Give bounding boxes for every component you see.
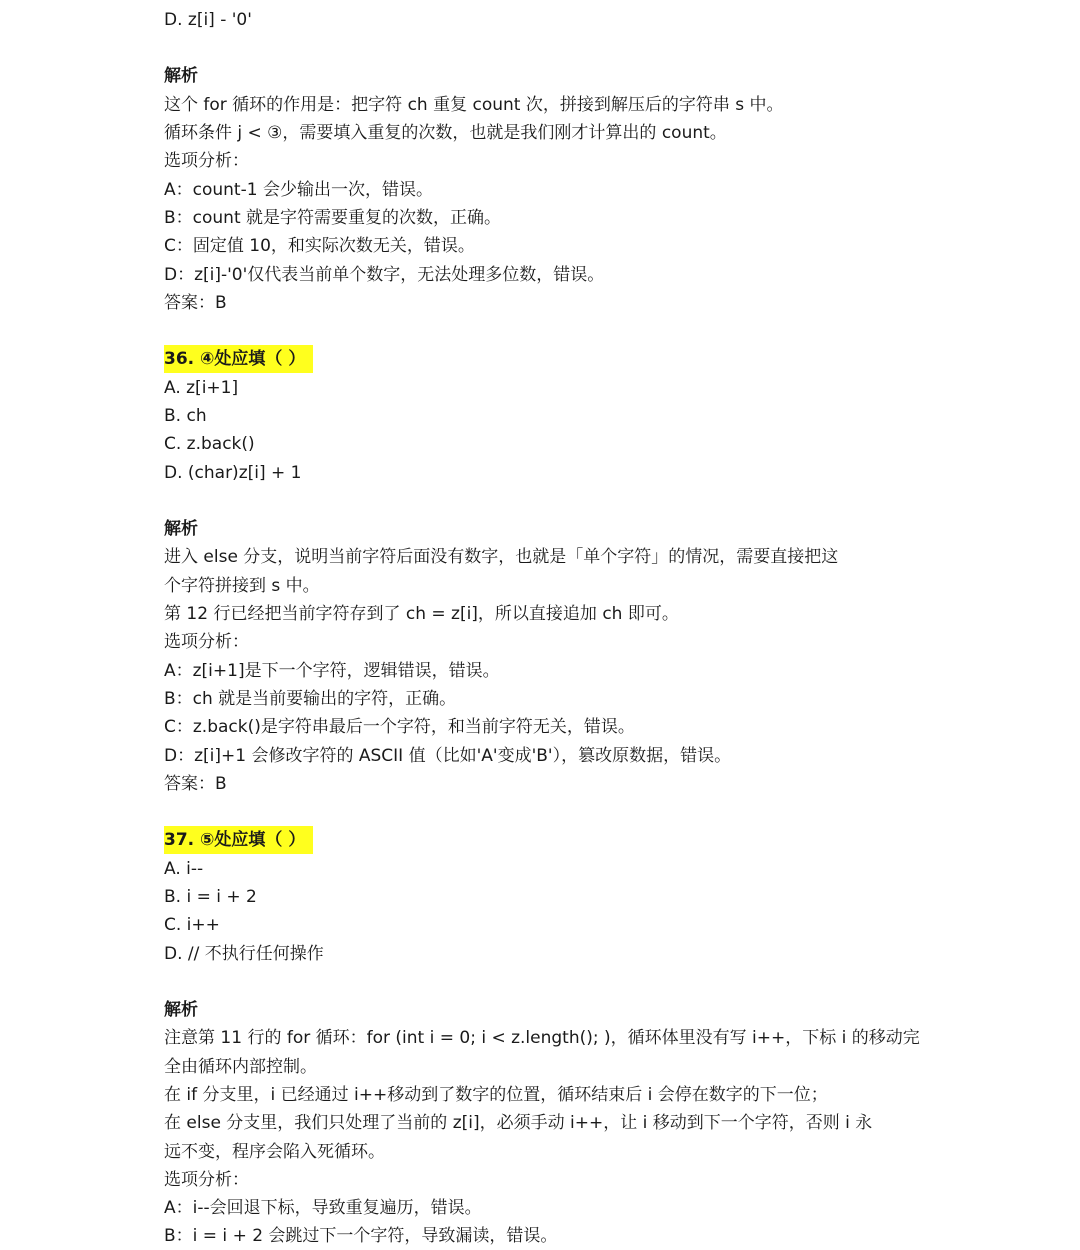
analysis-line: 这个 for 循环的作用是：把字符 ch 重复 count 次，拼接到解压后的字符串 s 中。 — [164, 95, 784, 115]
analysis-line: 注意第 11 行的 for 循环：for (int i = 0; i < z.length(); )，循环体里没有写 i++，下标 i 的移动完 — [164, 1028, 920, 1048]
analysis-line: 在 else 分支里，我们只处理了当前的 z[i]，必须手动 i++，让 i 移动到下一个字符，否则 i 永 — [164, 1113, 873, 1133]
analysis-line: A：count-1 会少输出一次，错误。 — [164, 180, 433, 200]
analysis-line: D：z[i]+1 会修改字符的 ASCII 值（比如'A'变成'B'），篡改原数据，错误。 — [164, 746, 732, 766]
option-d: D. (char)z[i] + 1 — [164, 463, 302, 483]
question-37-title — [164, 826, 924, 854]
analysis-line: B：count 就是字符需要重复的次数，正确。 — [164, 208, 502, 228]
analysis-line: 进入 else 分支，说明当前字符后面没有数字，也就是「单个字符」的情况，需要直接把这 — [164, 547, 839, 567]
analysis-line: C：z.back()是字符串最后一个字符，和当前字符无关，错误。 — [164, 717, 635, 737]
analysis-line: 个字符拼接到 s 中。 — [164, 576, 320, 596]
analysis-line: 选项分析： — [164, 1170, 249, 1190]
option-a: A. z[i+1] — [164, 378, 239, 398]
analysis-line: 远不变，程序会陷入死循环。 — [164, 1142, 385, 1162]
option-b: B. ch — [164, 406, 207, 426]
option-a: A. i-- — [164, 859, 204, 879]
analysis-heading: 解析 — [164, 66, 198, 86]
option-b: B. i = i + 2 — [164, 887, 257, 907]
analysis-line: D：z[i]-'0'仅代表当前单个数字，无法处理多位数，错误。 — [164, 265, 605, 285]
analysis-line: B：ch 就是当前要输出的字符，正确。 — [164, 689, 457, 709]
analysis-line: 全由循环内部控制。 — [164, 1057, 317, 1077]
analysis-line: 选项分析： — [164, 632, 249, 652]
analysis-line: C：固定值 10，和实际次数无关，错误。 — [164, 236, 475, 256]
question-36-title — [164, 345, 924, 373]
option-c: C. z.back() — [164, 434, 255, 454]
analysis-line: 在 if 分支里，i 已经通过 i++移动到了数字的位置，循环结束后 i 会停在数字的下一位； — [164, 1085, 828, 1105]
answer-line: 答案：B — [164, 293, 227, 313]
analysis-heading: 解析 — [164, 519, 198, 539]
analysis-line: A：z[i+1]是下一个字符，逻辑错误，错误。 — [164, 661, 500, 681]
question-highlight: 36. ④处应填（ ） — [164, 345, 313, 373]
analysis-line: B：i = i + 2 会跳过下一个字符，导致漏读，错误。 — [164, 1226, 558, 1246]
option-c: C. i++ — [164, 915, 220, 935]
option-d-prev: D. z[i] - '0' — [164, 10, 252, 30]
analysis-line: 选项分析： — [164, 151, 249, 171]
answer-line: 答案：B — [164, 774, 227, 794]
option-d: D. // 不执行任何操作 — [164, 944, 324, 964]
analysis-line: 第 12 行已经把当前字符存到了 ch = z[i]，所以直接追加 ch 即可。 — [164, 604, 679, 624]
analysis-heading: 解析 — [164, 1000, 198, 1020]
question-highlight: 37. ⑤处应填（ ） — [164, 826, 313, 854]
analysis-line: A：i--会回退下标，导致重复遍历，错误。 — [164, 1198, 482, 1218]
analysis-line: 循环条件 j < ③，需要填入重复的次数，也就是我们刚才计算出的 count。 — [164, 123, 727, 143]
